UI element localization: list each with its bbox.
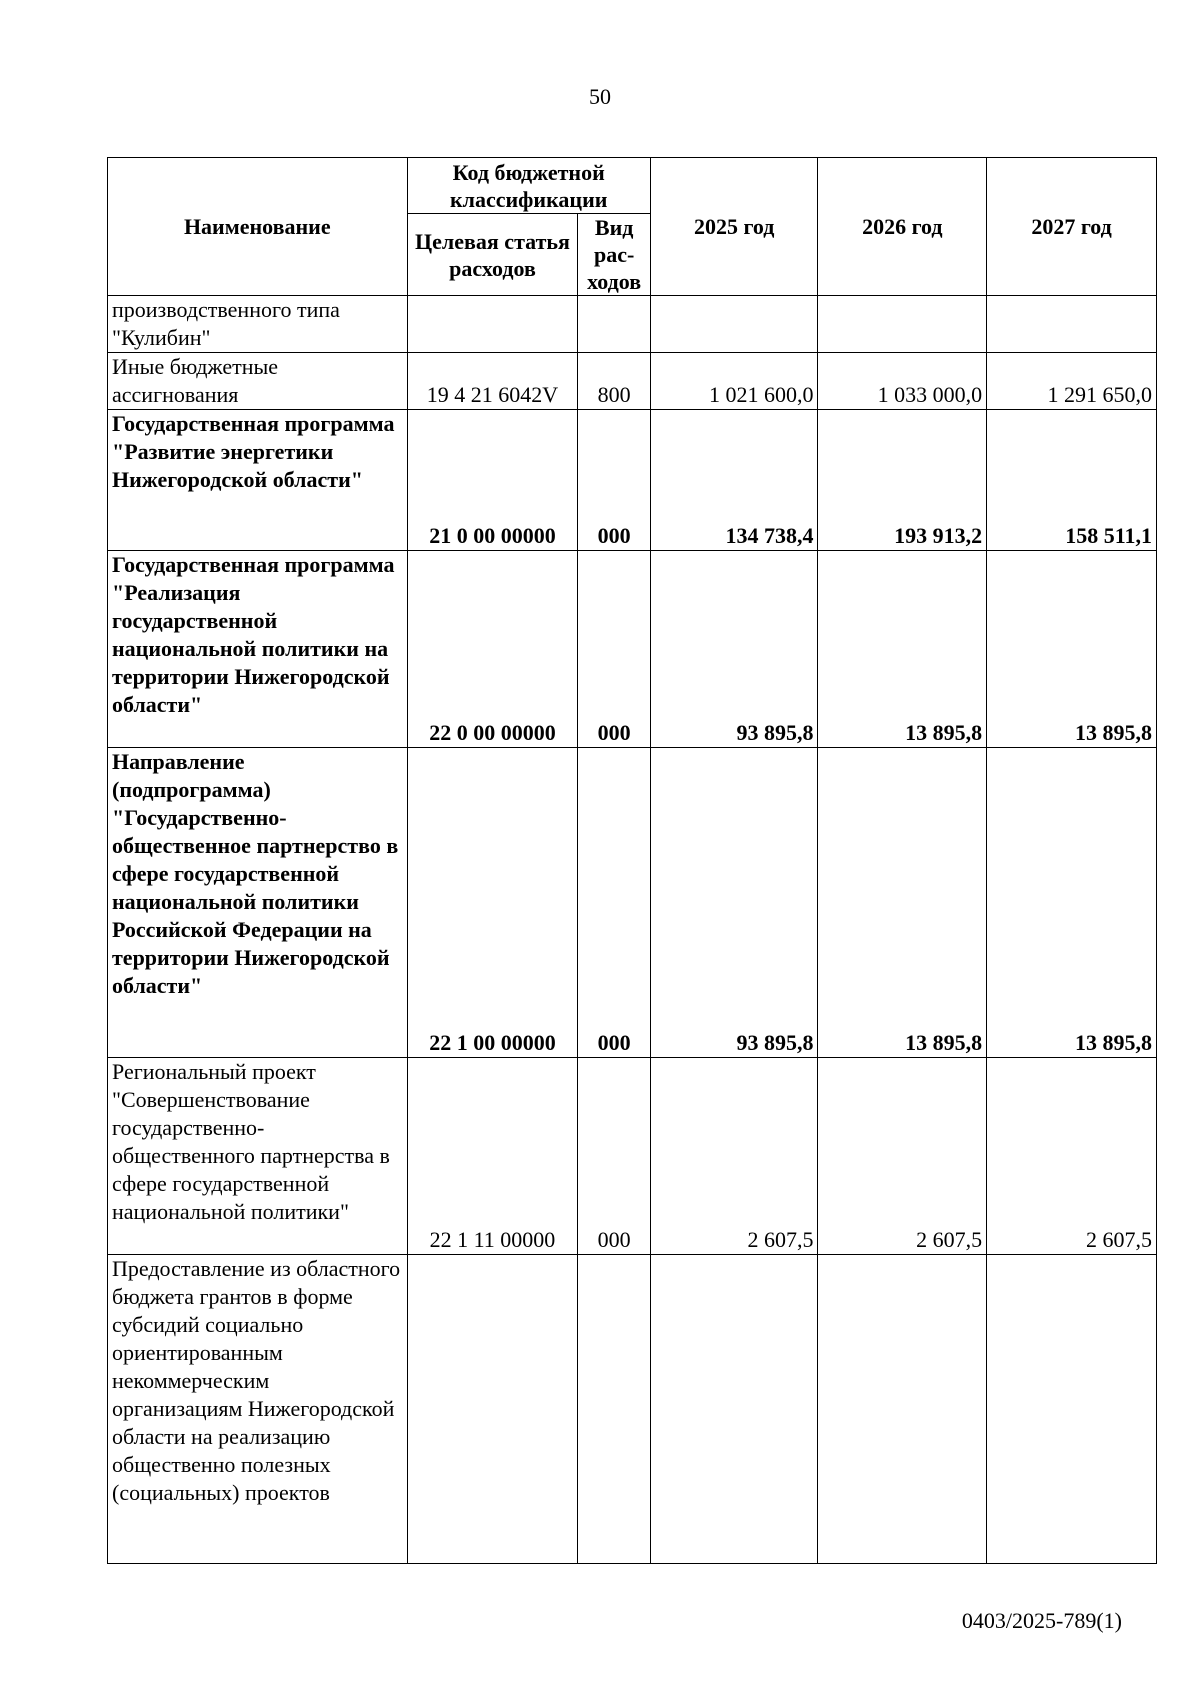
row-expense-type: 000 bbox=[578, 748, 650, 1058]
row-value-2025: 93 895,8 bbox=[650, 551, 818, 748]
row-value-2027: 13 895,8 bbox=[987, 551, 1157, 748]
row-name: Иные бюджетные ассигнования bbox=[108, 353, 408, 410]
row-expense-type: 000 bbox=[578, 551, 650, 748]
row-target-code: 22 1 00 00000 bbox=[407, 748, 578, 1058]
row-value-2027 bbox=[987, 1255, 1157, 1564]
table-row bbox=[108, 353, 1157, 410]
row-value-2026: 193 913,2 bbox=[818, 410, 987, 551]
document-code: 0403/2025-789(1) bbox=[961, 1608, 1122, 1633]
row-value-2026: 1 033 000,0 bbox=[818, 353, 987, 410]
row-value-2027: 158 511,1 bbox=[987, 410, 1157, 551]
table-row bbox=[108, 1255, 1157, 1564]
header-2025: 2025 год bbox=[650, 158, 818, 296]
row-value-2026 bbox=[818, 296, 987, 353]
header-code-group: Код бюджетной классификации bbox=[407, 158, 650, 214]
row-name: Государственная программа "Реализация государственной национальной политики на территории Нижегородской области" bbox=[108, 551, 408, 748]
row-name: производственного типа "Кулибин" bbox=[108, 296, 408, 353]
row-value-2027: 2 607,5 bbox=[987, 1058, 1157, 1255]
table-row bbox=[108, 1058, 1157, 1255]
row-expense-type: 000 bbox=[578, 1058, 650, 1255]
row-value-2025 bbox=[650, 296, 818, 353]
header-2027: 2027 год bbox=[987, 158, 1157, 296]
table-row bbox=[108, 296, 1157, 353]
row-target-code bbox=[407, 1255, 578, 1564]
row-value-2026: 13 895,8 bbox=[818, 551, 987, 748]
row-value-2027 bbox=[987, 296, 1157, 353]
row-value-2025 bbox=[650, 1255, 818, 1564]
row-target-code: 22 1 11 00000 bbox=[407, 1058, 578, 1255]
page-number: 50 bbox=[589, 84, 611, 109]
row-value-2025: 93 895,8 bbox=[650, 748, 818, 1058]
row-value-2026 bbox=[818, 1255, 987, 1564]
row-value-2025: 134 738,4 bbox=[650, 410, 818, 551]
row-expense-type: 800 bbox=[578, 353, 650, 410]
row-value-2025: 2 607,5 bbox=[650, 1058, 818, 1255]
row-target-code: 19 4 21 6042V bbox=[407, 353, 578, 410]
header-2026: 2026 год bbox=[818, 158, 987, 296]
row-value-2027: 1 291 650,0 bbox=[987, 353, 1157, 410]
row-value-2025: 1 021 600,0 bbox=[650, 353, 818, 410]
header-target-article: Целевая статья расходов bbox=[407, 214, 578, 296]
table-row bbox=[108, 551, 1157, 748]
row-name: Предоставление из областного бюджета грантов в форме субсидий социально ориентированным некоммерческим организациям Нижегородской области на реализацию общественно полезных (социальных) проектов bbox=[108, 1255, 408, 1564]
row-value-2027: 13 895,8 bbox=[987, 748, 1157, 1058]
row-value-2026: 13 895,8 bbox=[818, 748, 987, 1058]
row-name: Направление (подпрограмма) "Государственно-общественное партнерство в сфере государственной национальной политики Российской Федерации на территории Нижегородской области" bbox=[108, 748, 408, 1058]
row-expense-type bbox=[578, 1255, 650, 1564]
budget-table bbox=[107, 157, 1157, 1564]
row-expense-type: 000 bbox=[578, 410, 650, 551]
header-name: Наименование bbox=[108, 158, 408, 296]
table-row bbox=[108, 410, 1157, 551]
row-target-code bbox=[407, 296, 578, 353]
row-name: Региональный проект "Совершенствование государственно-общественного партнерства в сфере государственной национальной политики" bbox=[108, 1058, 408, 1255]
row-target-code: 21 0 00 00000 bbox=[407, 410, 578, 551]
row-name: Государственная программа "Развитие энергетики Нижегородской области" bbox=[108, 410, 408, 551]
row-value-2026: 2 607,5 bbox=[818, 1058, 987, 1255]
table-row bbox=[108, 748, 1157, 1058]
row-expense-type bbox=[578, 296, 650, 353]
row-target-code: 22 0 00 00000 bbox=[407, 551, 578, 748]
header-expense-type: Вид рас-ходов bbox=[578, 214, 650, 296]
